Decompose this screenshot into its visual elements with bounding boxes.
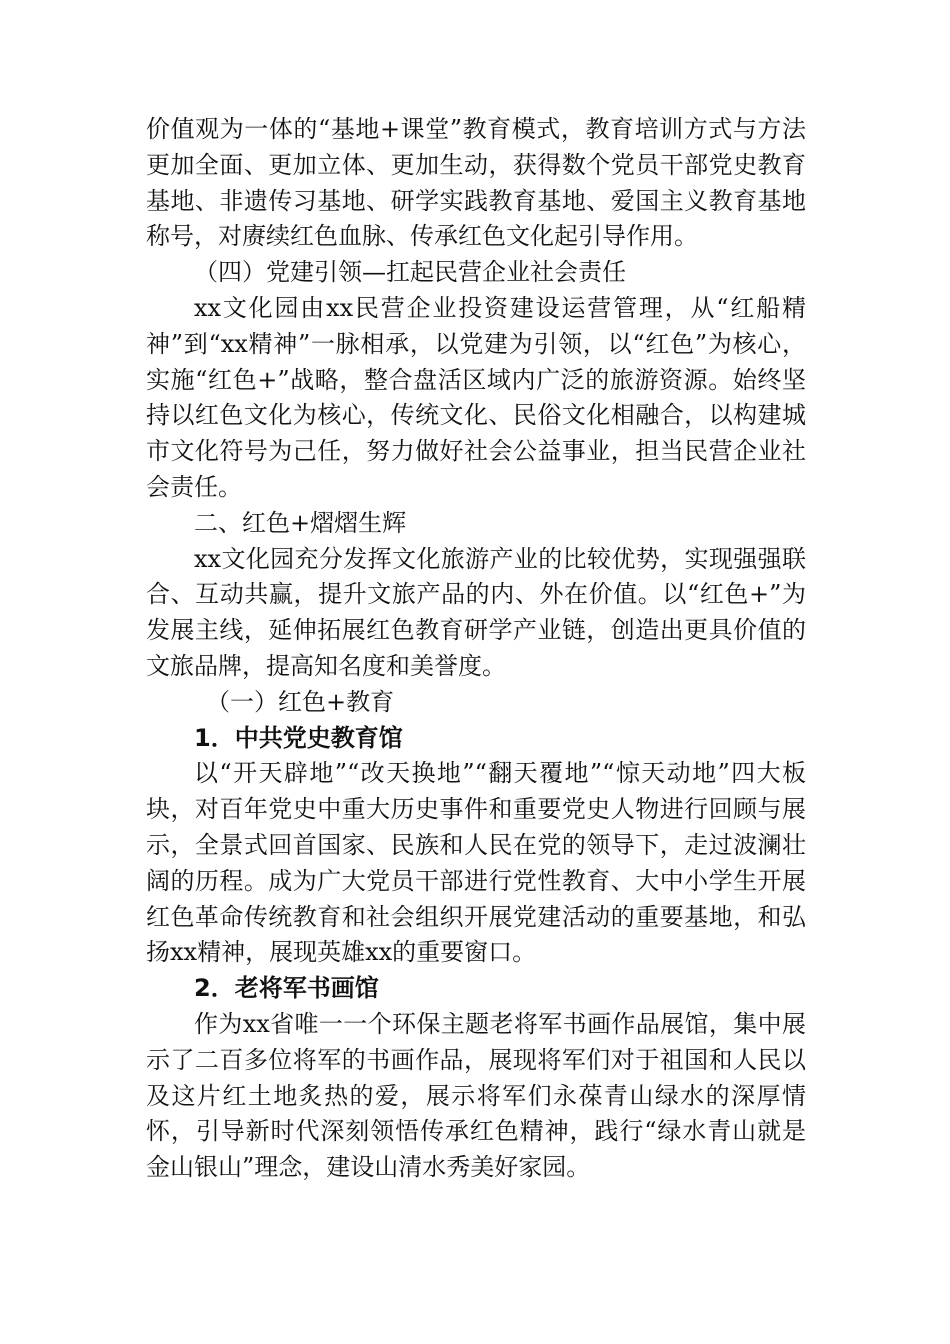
paragraph-part-two: xx文化园充分发挥文化旅游产业的比较优势，实现强强联合、互动共赢，提升文旅产品的内、外在价值。以“红色+”为发展主线，延伸拓展红色教育研学产业链，创造出更具价值的文旅品牌，提高知名度和美誉度。 xyxy=(146,544,806,680)
heading-part-two: 二、红色+熠熠生辉 xyxy=(194,508,407,537)
paragraph-section-four: xx文化园由xx民营企业投资建设运营管理，从“红船精神”到“xx精神”一脉相承，以党建为引领，以“红色”为核心，实施“红色+”战略，整合盘活区域内广泛的旅游资源。始终坚持以红色文化为核心，传统文化、民俗文化相融合，以构建城市文化符号为己任，努力做好社会公益事业，担当民营企业社会责任。 xyxy=(146,293,806,501)
heading-party-history-museum: 1．中共党史教育馆 xyxy=(194,723,403,752)
heading-red-education: （一）红色+教育 xyxy=(206,687,395,716)
paragraph-generals-calligraphy-museum: 作为xx省唯一一个环保主题老将军书画作品展馆，集中展示了二百多位将军的书画作品，展现将军们对于祖国和人民以及这片红土地炙热的爱，展示将军们永葆青山绿水的深厚情怀，引导新时代深刻领悟传承红色精神，践行“绿水青山就是金山银山”理念，建设山清水秀美好家园。 xyxy=(146,1009,806,1182)
document-page xyxy=(146,112,806,1186)
paragraph-party-history-museum: 以“开天辟地”“改天换地”“翻天覆地”“惊天动地”四大板块，对百年党史中重大历史事件和重要党史人物进行回顾与展示，全景式回首国家、民族和人民在党的领导下，走过波澜壮阔的历程。成为广大党员干部进行党性教育、大中小学生开展红色革命传统教育和社会组织开展党建活动的重要基地，和弘扬xx精神，展现英雄xx的重要窗口。 xyxy=(146,759,806,967)
heading-section-four: （四）党建引领—扛起民营企业社会责任 xyxy=(194,258,626,287)
heading-generals-calligraphy-museum: 2．老将军书画馆 xyxy=(194,974,379,1003)
paragraph-continued: 价值观为一体的“基地+课堂”教育模式，教育培训方式与方法更加全面、更加立体、更加生动，获得数个党员干部党史教育基地、非遗传习基地、研学实践教育基地、爱国主义教育基地称号，对赓续红色血脉、传承红色文化起引导作用。 xyxy=(146,115,806,251)
